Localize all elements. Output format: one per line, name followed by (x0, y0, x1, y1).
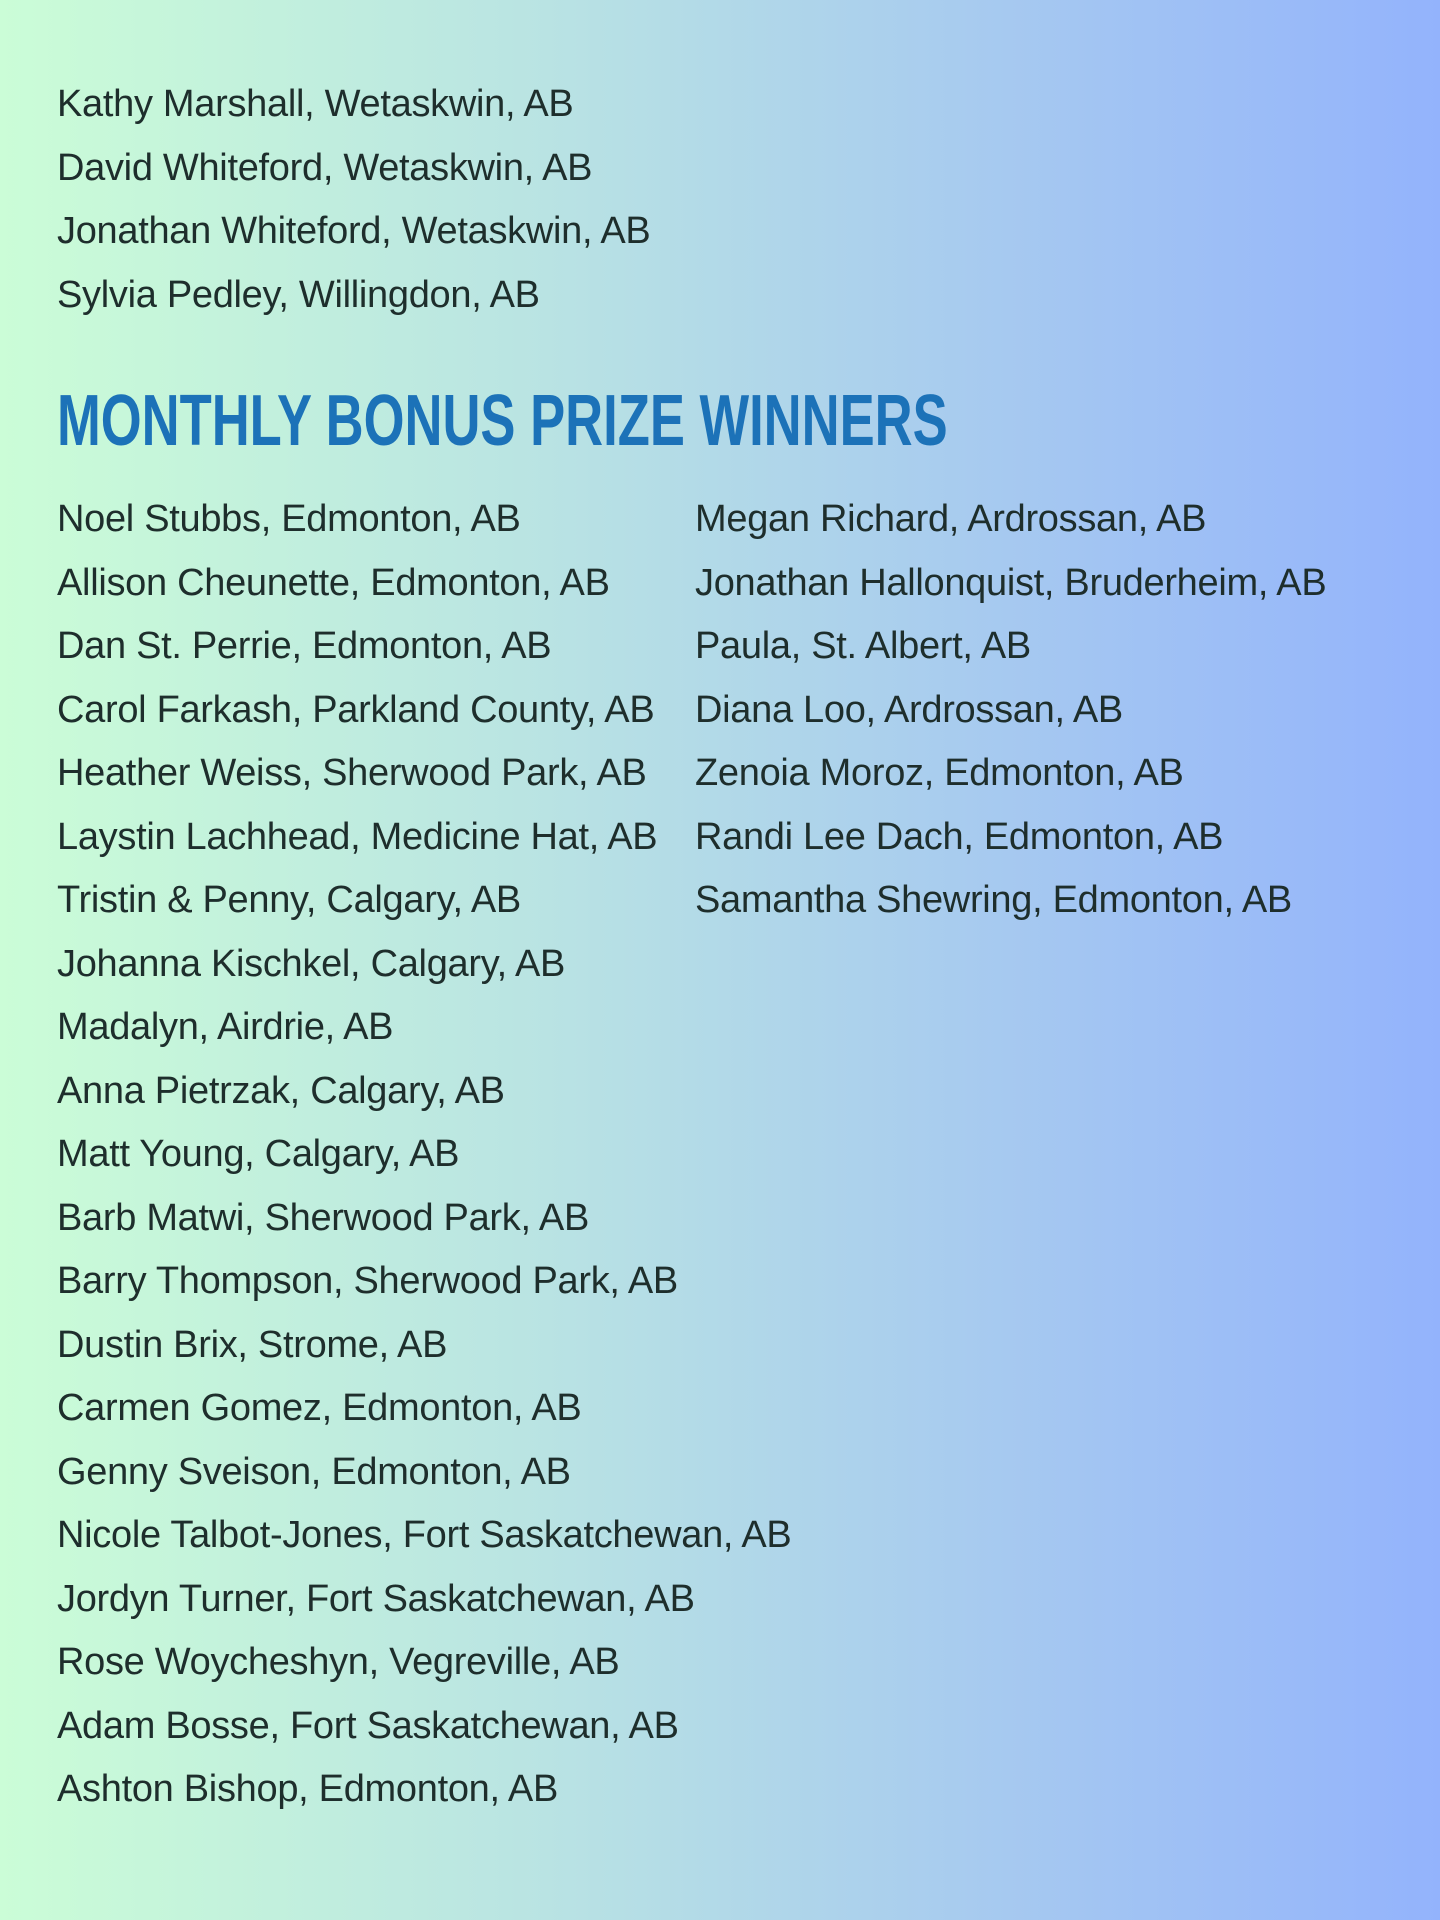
winner-item: Anna Pietrzak, Calgary, AB (57, 1069, 505, 1112)
winner-item: Madalyn, Airdrie, AB (57, 1006, 394, 1048)
winner-item: Nicole Talbot-Jones, Fort Saskatchewan, AB (57, 1514, 792, 1556)
winner-item: Noel Stubbs, Edmonton, AB (57, 498, 521, 540)
winner-item: Megan Richard, Ardrossan, AB (695, 498, 1207, 540)
winner-item: Johanna Kischkel, Calgary, AB (57, 942, 566, 985)
winner-item: Tristin & Penny, Calgary, AB (57, 879, 521, 921)
winner-item: Carmen Gomez, Edmonton, AB (57, 1387, 582, 1429)
winner-item: Randi Lee Dach, Edmonton, AB (695, 815, 1224, 858)
winner-item: Ashton Bishop, Edmonton, AB (57, 1768, 559, 1810)
winner-item: Samantha Shewring, Edmonton, AB (695, 879, 1292, 921)
winner-item: David Whiteford, Wetaskwin, AB (57, 146, 593, 189)
winner-item: Genny Sveison, Edmonton, AB (57, 1450, 571, 1493)
winner-item: Allison Cheunette, Edmonton, AB (57, 561, 610, 604)
winner-item: Dan St. Perrie, Edmonton, AB (57, 625, 552, 667)
winner-item: Matt Young, Calgary, AB (57, 1133, 460, 1175)
winner-item: Paula, St. Albert, AB (695, 625, 1031, 667)
winner-item: Jonathan Whiteford, Wetaskwin, AB (57, 210, 651, 252)
winner-item: Jordyn Turner, Fort Saskatchewan, AB (57, 1577, 695, 1620)
winner-item: Barb Matwi, Sherwood Park, AB (57, 1196, 589, 1239)
winner-item: Laystin Lachhead, Medicine Hat, AB (57, 815, 658, 858)
previous-winners-list (57, 73, 650, 327)
page-title: MONTHLY BONUS PRIZE WINNERS (57, 381, 948, 461)
winner-item: Heather Weiss, Sherwood Park, AB (57, 752, 647, 794)
winner-item: Jonathan Hallonquist, Bruderheim, AB (695, 561, 1327, 604)
winner-item: Sylvia Pedley, Willingdon, AB (57, 273, 540, 316)
winner-item: Rose Woycheshyn, Vegreville, AB (57, 1641, 620, 1683)
winners-column-left (57, 488, 791, 1822)
winner-item: Diana Loo, Ardrossan, AB (695, 688, 1123, 731)
winner-item: Adam Bosse, Fort Saskatchewan, AB (57, 1704, 679, 1747)
winner-item: Barry Thompson, Sherwood Park, AB (57, 1260, 678, 1302)
winner-item: Carol Farkash, Parkland County, AB (57, 688, 655, 731)
winner-item: Zenoia Moroz, Edmonton, AB (695, 752, 1184, 794)
winner-item: Dustin Brix, Strome, AB (57, 1323, 448, 1366)
winners-column-right (695, 488, 1326, 933)
winner-item: Kathy Marshall, Wetaskwin, AB (57, 83, 574, 125)
